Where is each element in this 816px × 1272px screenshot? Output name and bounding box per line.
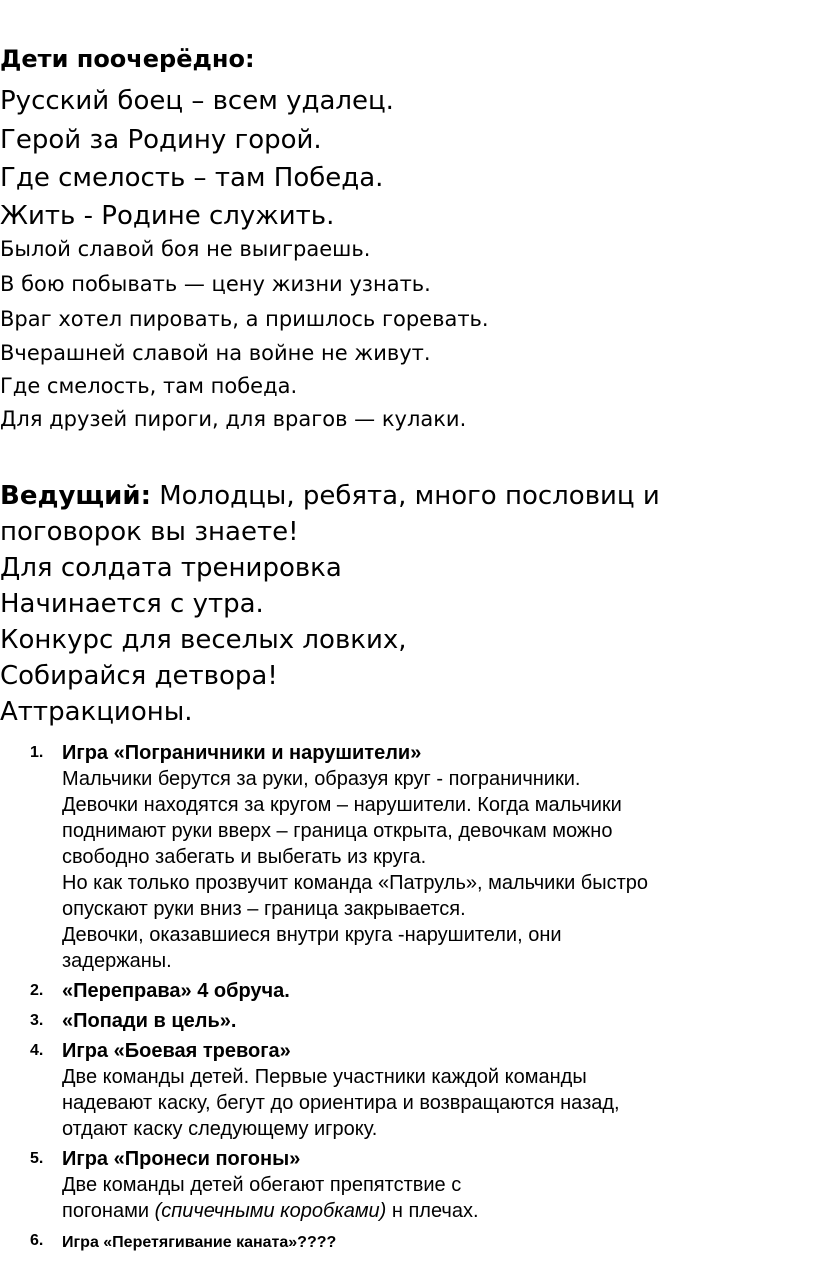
poem-line: Русский боец – всем удалец. [0, 86, 394, 116]
description-line: Но как только прозвучит команда «Патруль», мальчики быстро [62, 872, 649, 894]
description-text: погонами [62, 1200, 155, 1222]
proverb-line: Где смелость, там победа. [0, 374, 298, 398]
games-list [0, 740, 816, 1256]
list-item [0, 1146, 816, 1224]
host-line: Начинается с утра. [0, 589, 264, 619]
item-description [62, 1064, 816, 1142]
description-line: Две команды детей. Первые участники каждой команды [62, 1066, 587, 1088]
list-item [0, 1038, 816, 1142]
description-line [62, 1198, 816, 1224]
list-item [0, 1008, 816, 1034]
host-block [0, 478, 800, 730]
item-number: 4. [30, 1042, 44, 1059]
list-item [0, 1228, 816, 1256]
host-label: Ведущий: [0, 481, 151, 511]
description-line: отдают каску следующему игроку. [62, 1118, 378, 1140]
poem-line: Где смелость – там Победа. [0, 163, 384, 193]
item-description [62, 766, 816, 974]
description-text: н плечах. [386, 1200, 479, 1222]
proverb-line: Вчерашней славой на войне не живут. [0, 341, 431, 365]
item-title: «Переправа» 4 обруча. [62, 980, 290, 1002]
poem-line: Жить - Родине служить. [0, 201, 335, 231]
host-speech [0, 478, 800, 550]
description-line: задержаны. [62, 950, 172, 972]
item-title: Игра «Пронеси погоны» [62, 1148, 301, 1170]
poem-heading: Дети поочерёдно: [0, 45, 255, 73]
description-line: опускают руки вниз – граница закрывается. [62, 898, 466, 920]
host-speech-text: Молодцы, ребята, много пословиц и поговорок вы знаете! [0, 481, 660, 547]
item-number: 3. [30, 1012, 44, 1029]
host-line: Аттракционы. [0, 697, 193, 727]
description-line: Две команды детей обегают препятствие с [62, 1174, 462, 1196]
proverb-line: Для друзей пироги, для врагов — кулаки. [0, 407, 467, 431]
proverb-line: Враг хотел пировать, а пришлось горевать. [0, 307, 489, 331]
item-title: «Попади в цель». [62, 1010, 237, 1032]
item-number: 6. [30, 1232, 44, 1249]
host-line: Для солдата тренировка [0, 553, 342, 583]
item-title: Игра «Перетягивание каната»???? [62, 1234, 337, 1251]
poem-line: Герой за Родину горой. [0, 125, 322, 155]
description-emphasis: (спичечными коробками) [154, 1200, 387, 1222]
item-title: Игра «Боевая тревога» [62, 1040, 291, 1062]
host-line: Собирайся детвора! [0, 661, 278, 691]
item-title: Игра «Пограничники и нарушители» [62, 742, 422, 764]
description-line: поднимают руки вверх – граница открыта, девочкам можно [62, 820, 613, 842]
proverb-line: Былой славой боя не выиграешь. [0, 237, 371, 261]
item-number: 5. [30, 1150, 44, 1167]
item-number: 2. [30, 982, 44, 999]
host-line: Конкурс для веселых ловких, [0, 625, 407, 655]
description-line: Девочки находятся за кругом – нарушители. Когда мальчики [62, 794, 622, 816]
description-line: Мальчики берутся за руки, образуя круг - пограничники. [62, 768, 581, 790]
list-item [0, 740, 816, 974]
list-item [0, 978, 816, 1004]
description-line: Девочки, оказавшиеся внутри круга -нарушители, они [62, 924, 562, 946]
proverb-line: В бою побывать — цену жизни узнать. [0, 272, 431, 296]
description-line: надевают каску, бегут до ориентира и возвращаются назад, [62, 1092, 620, 1114]
description-line: свободно забегать и выбегать из круга. [62, 846, 427, 868]
item-number: 1. [30, 744, 44, 761]
item-description [62, 1172, 816, 1224]
